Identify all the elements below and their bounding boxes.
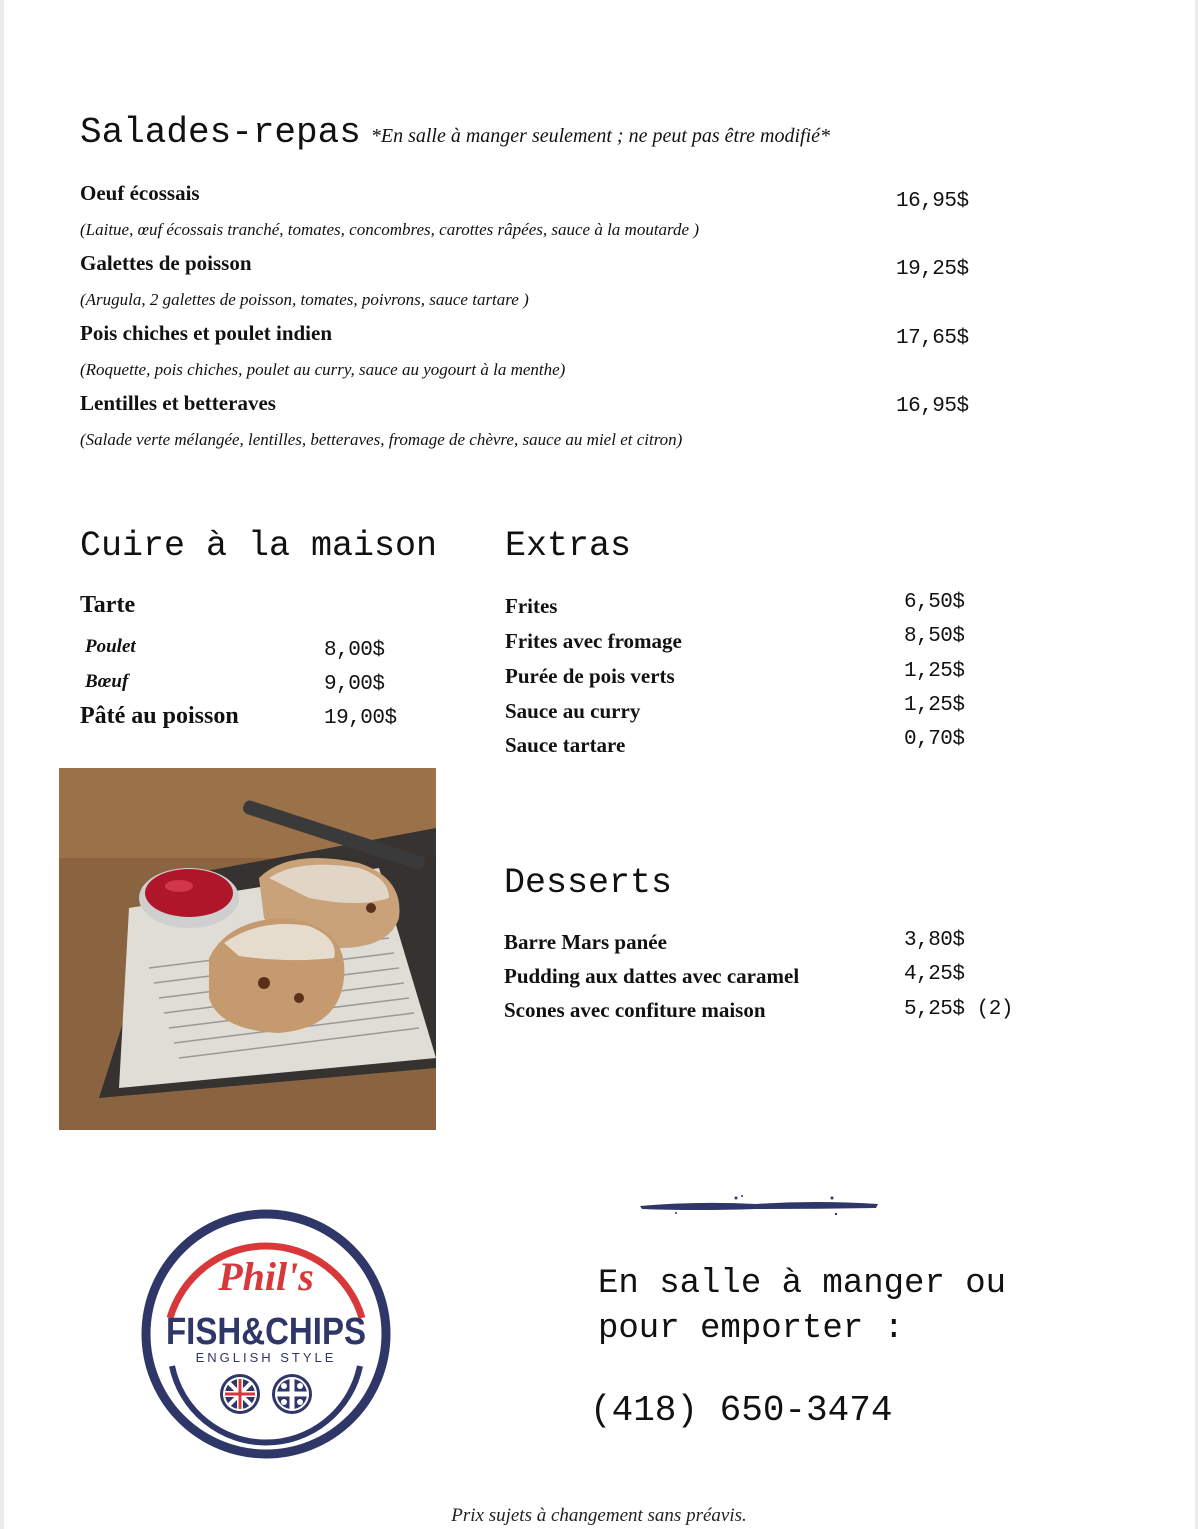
salade-desc: (Salade verte mélangée, lentilles, betteraves, fromage de chèvre, sauce au miel et citron)	[80, 430, 683, 449]
scones-photo	[59, 768, 436, 1130]
desserts-title: Desserts	[504, 863, 673, 903]
salade-desc: (Roquette, pois chiches, poulet au curry, sauce au yogourt à la menthe)	[80, 360, 566, 379]
salade-price: 19,25$	[896, 258, 969, 281]
tarte-label: Tarte	[80, 592, 136, 618]
extra-name: Sauce au curry	[505, 699, 641, 723]
extra-name: Sauce tartare	[505, 733, 626, 757]
salade-desc: (Laitue, œuf écossais tranché, tomates, concombres, carottes râpées, sauce à la moutarde )	[80, 220, 699, 239]
extra-price: 1,25$	[904, 694, 965, 717]
extra-name: Purée de pois verts	[505, 664, 675, 688]
phone-number: (418) 650-3474	[590, 1390, 893, 1431]
scones-photo-art	[59, 768, 436, 1130]
salade-name: Pois chiches et poulet indien	[80, 321, 333, 345]
extras-title: Extras	[505, 526, 632, 566]
footer-note: Prix sujets à changement sans préavis.	[451, 1505, 747, 1526]
tarte-item-name: Bœuf	[85, 671, 129, 692]
extra-price: 0,70$	[904, 728, 965, 751]
brush-stroke-divider	[636, 1192, 882, 1218]
extra-name: Frites	[505, 594, 558, 618]
extra-price: 8,50$	[904, 625, 965, 648]
cuire-title: Cuire à la maison	[80, 526, 438, 566]
tarte-item-price: 8,00$	[324, 639, 385, 662]
salades-title: Salades-repas	[80, 112, 361, 153]
extra-price: 6,50$	[904, 591, 965, 614]
quebec-flag-icon	[272, 1374, 312, 1414]
dessert-name: Scones avec confiture maison	[504, 998, 766, 1022]
pate-name: Pâté au poisson	[80, 703, 239, 729]
uk-flag-icon	[220, 1374, 260, 1414]
dessert-price: 5,25$ (2)	[904, 998, 1013, 1021]
salade-name: Lentilles et betteraves	[80, 391, 276, 415]
salade-price: 16,95$	[896, 395, 969, 418]
extra-price: 1,25$	[904, 660, 965, 683]
salade-price: 16,95$	[896, 190, 969, 213]
salade-desc: (Arugula, 2 galettes de poisson, tomates, poivrons, sauce tartare )	[80, 290, 529, 309]
tarte-item-name: Poulet	[85, 636, 136, 657]
dessert-price: 4,25$	[904, 963, 965, 986]
salade-price: 17,65$	[896, 327, 969, 350]
logo-line1: Phil's	[218, 1254, 314, 1299]
dessert-name: Barre Mars panée	[504, 930, 667, 954]
logo-line2: FISH&CHIPS	[166, 1311, 366, 1353]
dessert-price: 3,80$	[904, 929, 965, 952]
logo-line3: ENGLISH STYLE	[195, 1350, 337, 1365]
salades-header	[80, 112, 830, 153]
salade-name: Oeuf écossais	[80, 181, 200, 205]
salades-note: *En salle à manger seulement ; ne peut pas être modifié*	[370, 125, 831, 147]
extra-name: Frites avec fromage	[505, 629, 682, 653]
page-edge-left	[0, 0, 4, 1529]
salade-name: Galettes de poisson	[80, 251, 252, 275]
dine-in-takeout-text: En salle à manger ou pour emporter :	[598, 1265, 1007, 1348]
phils-logo	[140, 1208, 392, 1460]
dessert-name: Pudding aux dattes avec caramel	[504, 964, 800, 988]
tarte-item-price: 9,00$	[324, 673, 385, 696]
pate-price: 19,00$	[324, 707, 397, 730]
